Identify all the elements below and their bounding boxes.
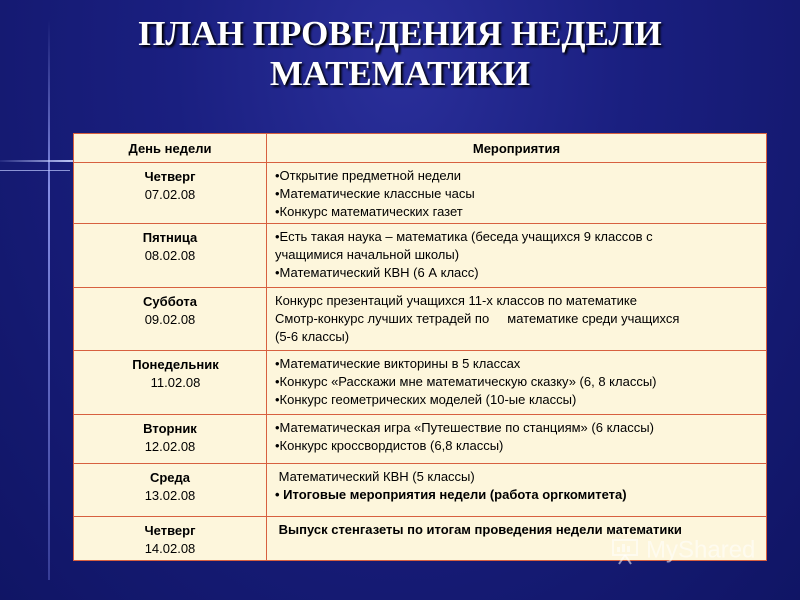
day-date: 11.02.08 (150, 375, 201, 390)
event-item: •Математические викторины в 5 классах (275, 356, 521, 371)
event-item: • Итоговые мероприятия недели (работа оргкомитета) (275, 487, 627, 502)
event-item: •Конкурс геометрических моделей (10-ые классы) (275, 392, 577, 407)
watermark (610, 536, 755, 566)
title-line-2: МАТЕМАТИКИ (269, 54, 531, 93)
slide-title (0, 14, 800, 94)
header-events: Мероприятия (267, 134, 767, 163)
event-item: •Математический КВН (6 А класс) (275, 265, 479, 280)
day-date: 12.02.08 (144, 439, 196, 454)
event-item: •Конкурс математических газет (275, 204, 463, 219)
day-name: Вторник (143, 421, 197, 436)
table-row (74, 288, 767, 351)
decor-vertical-line (48, 20, 50, 580)
events-cell (267, 163, 767, 224)
day-cell (74, 415, 267, 464)
day-cell (74, 517, 267, 561)
day-cell (74, 163, 267, 224)
table-row (74, 415, 767, 464)
day-date: 08.02.08 (144, 248, 196, 263)
event-item: •Открытие предметной недели (275, 168, 462, 183)
event-item: •Конкурс «Расскажи мне математическую сказку» (6, 8 классы) (275, 374, 657, 389)
events-cell (267, 288, 767, 351)
day-cell (74, 288, 267, 351)
table-header-row (74, 134, 767, 163)
day-date: 13.02.08 (144, 488, 196, 503)
header-day: День недели (74, 134, 267, 163)
day-name: Суббота (143, 294, 197, 309)
day-name: Четверг (144, 523, 196, 538)
table-row (74, 464, 767, 517)
table-row (74, 163, 767, 224)
event-item: •Есть такая наука – математика (беседа учащихся 9 классов с (275, 229, 653, 244)
presentation-board-icon (610, 536, 640, 566)
event-item: Смотр-конкурс лучших тетрадей по математике среди учащихся (275, 311, 680, 326)
table-row (74, 224, 767, 288)
events-cell (267, 224, 767, 288)
event-item: •Конкурс кроссвордистов (6,8 классы) (275, 438, 504, 453)
event-item: Математический КВН (5 классы) (275, 469, 475, 484)
event-item: •Математические классные часы (275, 186, 475, 201)
events-cell (267, 464, 767, 517)
title-line-1: ПЛАН ПРОВЕДЕНИЯ НЕДЕЛИ (138, 14, 662, 53)
day-name: Пятница (142, 230, 198, 245)
events-cell (267, 351, 767, 415)
day-name: Понедельник (132, 357, 219, 372)
table-row (74, 351, 767, 415)
day-date: 07.02.08 (144, 187, 196, 202)
decor-horizontal-line-short (0, 170, 70, 171)
day-cell (74, 224, 267, 288)
watermark-text: MyShared (646, 536, 756, 564)
event-item: Конкурс презентаций учащихся 11-х классов по математике (275, 293, 637, 308)
schedule-table (73, 133, 767, 564)
day-name: Среда (149, 470, 191, 485)
day-date: 14.02.08 (144, 541, 196, 556)
day-cell (74, 351, 267, 415)
day-name: Четверг (144, 169, 196, 184)
events-cell (267, 415, 767, 464)
event-item: Выпуск стенгазеты по итогам проведения недели математики (275, 522, 682, 537)
day-date: 09.02.08 (144, 312, 196, 327)
event-item: (5-6 классы) (275, 329, 350, 344)
day-cell (74, 464, 267, 517)
event-item: •Математическая игра «Путешествие по станциям» (6 классы) (275, 420, 654, 435)
event-item: учащимися начальной школы) (275, 247, 460, 262)
